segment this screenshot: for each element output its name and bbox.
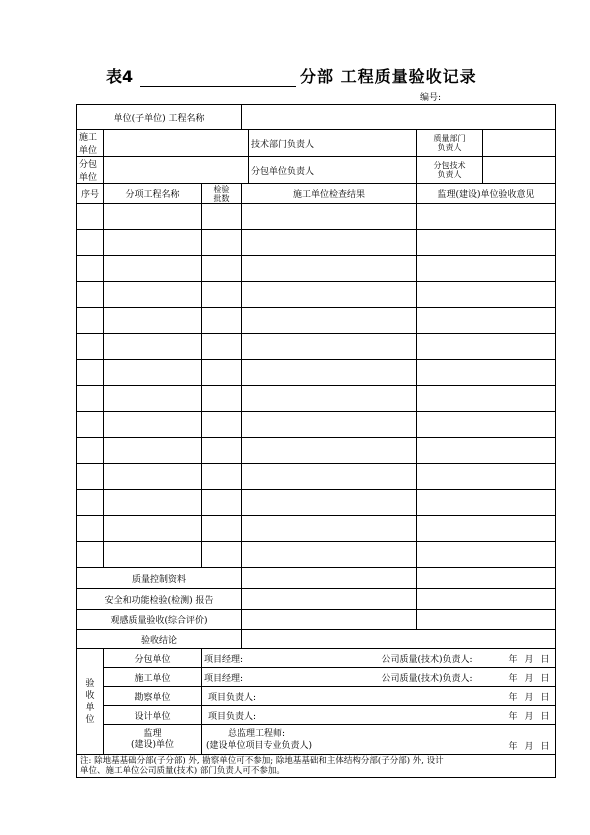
table-row <box>77 542 556 568</box>
table-row <box>77 516 556 542</box>
field-appearance-result[interactable] <box>242 610 417 630</box>
field-construction-unit[interactable] <box>104 130 249 157</box>
label-chief-supervisor: 总监理工程师: (建设单位项目专业负责人) <box>202 725 483 755</box>
cell-item-name[interactable] <box>104 360 202 386</box>
sign-row-design <box>77 706 556 725</box>
cell-item-name[interactable] <box>104 256 202 282</box>
label-quality-dept-head: 质量部门 负责人 <box>417 130 483 157</box>
table-row <box>77 490 556 516</box>
cell-item-name[interactable] <box>104 412 202 438</box>
table-row <box>77 282 556 308</box>
table-row <box>77 308 556 334</box>
table-row <box>77 334 556 360</box>
cell-batch-count[interactable] <box>202 360 242 386</box>
cell-supervision-opinion[interactable] <box>417 464 556 490</box>
cell-seq[interactable] <box>77 438 104 464</box>
label-quality-control: 质量控制资料 <box>77 568 242 589</box>
cell-batch-count[interactable] <box>202 308 242 334</box>
cell-seq[interactable] <box>77 282 104 308</box>
footnote: 注: 除地基基础分部(子分部) 外, 勘察单位可不参加; 除地基基础和主体结构分部(子分部) 外, 设计 单位、施工单位公司质量(技术) 部门负责人可不参加。 <box>77 755 556 778</box>
cell-seq[interactable] <box>77 308 104 334</box>
cell-supervision-opinion[interactable] <box>417 438 556 464</box>
field-appearance-opinion[interactable] <box>417 610 556 630</box>
cell-batch-count[interactable] <box>202 490 242 516</box>
cell-batch-count[interactable] <box>202 386 242 412</box>
cell-seq[interactable] <box>77 464 104 490</box>
cell-seq[interactable] <box>77 490 104 516</box>
cell-construction-result[interactable] <box>242 360 417 386</box>
cell-item-name[interactable] <box>104 438 202 464</box>
cell-supervision-opinion[interactable] <box>417 308 556 334</box>
field-subcontract-tech-head[interactable] <box>483 157 556 184</box>
label-company-quality-head-sub: 公司质量(技术)负责人: <box>317 649 483 668</box>
cell-supervision-opinion[interactable] <box>417 334 556 360</box>
col-batch-count: 检验 批数 <box>202 184 242 204</box>
label-unit-project: 单位(子单位) 工程名称 <box>77 105 242 130</box>
cell-batch-count[interactable] <box>202 204 242 230</box>
label-safety-test: 安全和功能检验(检测) 报告 <box>77 589 242 610</box>
sign-row-construction <box>77 668 556 687</box>
cell-item-name[interactable] <box>104 308 202 334</box>
title-prefix: 表4 <box>106 67 134 86</box>
field-subcontract-unit[interactable] <box>104 157 249 184</box>
column-header-row <box>77 184 556 204</box>
cell-item-name[interactable] <box>104 542 202 568</box>
cell-construction-result[interactable] <box>242 256 417 282</box>
cell-item-name[interactable] <box>104 204 202 230</box>
label-project-head-survey: 项目负责人: <box>202 687 483 706</box>
summary-row-appearance <box>77 610 556 630</box>
cell-construction-result[interactable] <box>242 464 417 490</box>
table-row <box>77 360 556 386</box>
cell-seq[interactable] <box>77 386 104 412</box>
field-quality-dept-head[interactable] <box>483 130 556 157</box>
cell-supervision-opinion[interactable] <box>417 282 556 308</box>
cell-construction-result[interactable] <box>242 308 417 334</box>
cell-seq[interactable] <box>77 412 104 438</box>
date-survey[interactable]: 年 月 日 <box>483 687 556 706</box>
cell-batch-count[interactable] <box>202 464 242 490</box>
field-safety-test-result[interactable] <box>242 589 417 610</box>
cell-batch-count[interactable] <box>202 412 242 438</box>
sign-row-supervision <box>77 725 556 755</box>
table-row <box>77 438 556 464</box>
code-label: 编号: <box>420 93 442 103</box>
label-sign-subcontract: 分包单位 <box>104 649 202 668</box>
label-appearance: 观感质量验收(综合评价) <box>77 610 242 630</box>
cell-supervision-opinion[interactable] <box>417 360 556 386</box>
table-row <box>77 386 556 412</box>
cell-seq[interactable] <box>77 230 104 256</box>
cell-seq[interactable] <box>77 360 104 386</box>
cell-supervision-opinion[interactable] <box>417 490 556 516</box>
field-quality-control-opinion[interactable] <box>417 568 556 589</box>
label-sign-design: 设计单位 <box>104 706 202 725</box>
cell-construction-result[interactable] <box>242 282 417 308</box>
label-project-manager-sub: 项目经理: <box>202 649 317 668</box>
cell-batch-count[interactable] <box>202 438 242 464</box>
cell-construction-result[interactable] <box>242 516 417 542</box>
cell-supervision-opinion[interactable] <box>417 230 556 256</box>
cell-batch-count[interactable] <box>202 256 242 282</box>
table-row <box>77 412 556 438</box>
table-row <box>77 464 556 490</box>
field-unit-project[interactable] <box>242 105 556 130</box>
cell-construction-result[interactable] <box>242 386 417 412</box>
col-supervision-opinion: 监理(建设)单位验收意见 <box>417 184 556 204</box>
title-blank-line[interactable] <box>140 86 296 87</box>
note-row <box>77 755 556 778</box>
cell-construction-result[interactable] <box>242 542 417 568</box>
cell-seq[interactable] <box>77 256 104 282</box>
date-con[interactable]: 年 月 日 <box>483 668 556 687</box>
cell-item-name[interactable] <box>104 230 202 256</box>
label-tech-dept-head: 技术部门负责人 <box>249 130 417 157</box>
cell-supervision-opinion[interactable] <box>417 516 556 542</box>
label-conclusion: 验收结论 <box>77 630 242 649</box>
field-safety-test-opinion[interactable] <box>417 589 556 610</box>
summary-row-quality <box>77 568 556 589</box>
cell-construction-result[interactable] <box>242 334 417 360</box>
cell-seq[interactable] <box>77 334 104 360</box>
cell-batch-count[interactable] <box>202 334 242 360</box>
label-sign-survey: 勘察单位 <box>104 687 202 706</box>
cell-construction-result[interactable] <box>242 204 417 230</box>
cell-seq[interactable] <box>77 516 104 542</box>
header-row-project <box>77 105 556 130</box>
cell-construction-result[interactable] <box>242 412 417 438</box>
sign-row-subcontract <box>77 649 556 668</box>
table-row <box>77 256 556 282</box>
col-construction-result: 施工单位检查结果 <box>242 184 417 204</box>
table-row <box>77 204 556 230</box>
date-supervision[interactable]: 年 月 日 <box>483 725 556 755</box>
col-seq: 序号 <box>77 184 104 204</box>
cell-supervision-opinion[interactable] <box>417 542 556 568</box>
date-sub[interactable]: 年 月 日 <box>483 649 556 668</box>
cell-construction-result[interactable] <box>242 230 417 256</box>
cell-item-name[interactable] <box>104 464 202 490</box>
field-quality-control-result[interactable] <box>242 568 417 589</box>
table-row <box>77 230 556 256</box>
label-project-head-design: 项目负责人: <box>202 706 483 725</box>
cell-batch-count[interactable] <box>202 230 242 256</box>
header-row-construction <box>77 130 556 157</box>
acceptance-form-table <box>76 104 556 778</box>
cell-item-name[interactable] <box>104 386 202 412</box>
cell-item-name[interactable] <box>104 334 202 360</box>
summary-row-safety <box>77 589 556 610</box>
cell-construction-result[interactable] <box>242 490 417 516</box>
cell-seq[interactable] <box>77 542 104 568</box>
item-rows <box>77 204 556 568</box>
cell-item-name[interactable] <box>104 282 202 308</box>
cell-item-name[interactable] <box>104 516 202 542</box>
form-title <box>0 62 590 88</box>
cell-supervision-opinion[interactable] <box>417 256 556 282</box>
cell-seq[interactable] <box>77 204 104 230</box>
cell-supervision-opinion[interactable] <box>417 412 556 438</box>
cell-construction-result[interactable] <box>242 438 417 464</box>
date-design[interactable]: 年 月 日 <box>483 706 556 725</box>
cell-supervision-opinion[interactable] <box>417 204 556 230</box>
label-acceptance-units: 验 收 单 位 <box>77 649 104 755</box>
header-row-subcontract <box>77 157 556 184</box>
field-conclusion[interactable] <box>242 630 556 649</box>
label-sign-supervision: 监理 (建设)单位 <box>104 725 202 755</box>
label-construction-unit: 施工单位 <box>77 130 104 157</box>
cell-batch-count[interactable] <box>202 542 242 568</box>
summary-row-conclusion <box>77 630 556 649</box>
label-company-quality-head-con: 公司质量(技术)负责人: <box>317 668 483 687</box>
sign-row-survey <box>77 687 556 706</box>
cell-batch-count[interactable] <box>202 516 242 542</box>
label-subcontract-head: 分包单位负责人 <box>249 157 417 184</box>
label-subcontract-tech-head: 分包技术 负责人 <box>417 157 483 184</box>
col-item-name: 分项工程名称 <box>104 184 202 204</box>
cell-supervision-opinion[interactable] <box>417 386 556 412</box>
label-sign-construction: 施工单位 <box>104 668 202 687</box>
label-project-manager-con: 项目经理: <box>202 668 317 687</box>
cell-batch-count[interactable] <box>202 282 242 308</box>
label-subcontract-unit: 分包单位 <box>77 157 104 184</box>
cell-item-name[interactable] <box>104 490 202 516</box>
title-main: 分部 工程质量验收记录 <box>300 67 477 86</box>
